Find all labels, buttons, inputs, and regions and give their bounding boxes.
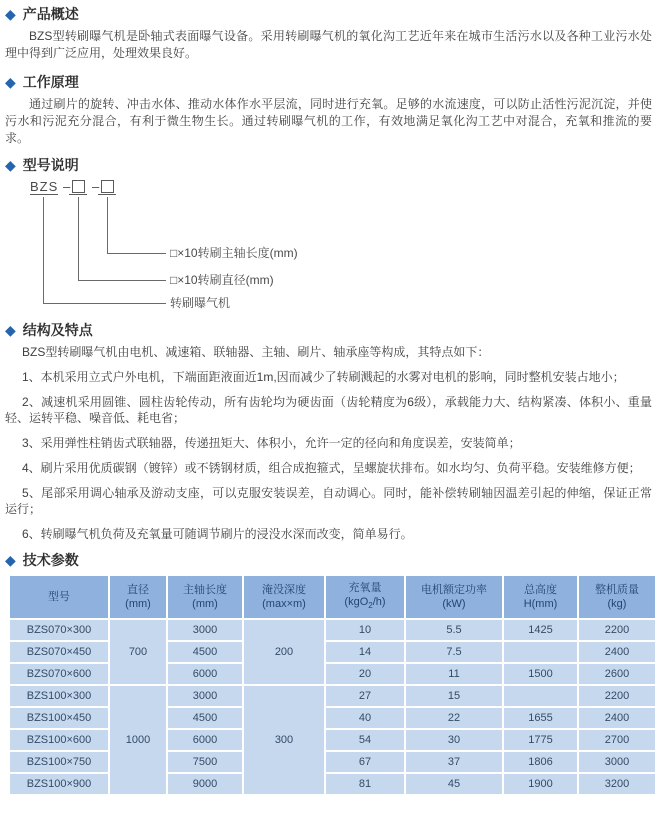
feature-item: 3、采用弹性柱销齿式联轴器，传递扭矩大、体积小，允许一定的径向和角度误差，安装简单； [22, 436, 521, 450]
column-unit [327, 595, 403, 613]
column-label: 充氧量 [348, 581, 382, 594]
cell-weight: 2400 [578, 707, 656, 729]
cell-model: BZS100×900 [9, 773, 109, 795]
section-title-text: 产品概述 [22, 5, 79, 22]
cell-height [503, 641, 578, 663]
cell-shaft-length: 4500 [167, 707, 243, 729]
section-specs [5, 551, 652, 796]
cell-power: 30 [405, 729, 503, 751]
section-title-text: 工作原理 [22, 73, 79, 90]
cell-model: BZS070×450 [9, 641, 109, 663]
cell-shaft-length: 3000 [167, 685, 243, 707]
column-label: 型号 [48, 591, 70, 603]
cell-model: BZS100×450 [9, 707, 109, 729]
column-label: 直径 [127, 584, 149, 596]
cell-shaft-length: 6000 [167, 729, 243, 751]
diamond-icon: ◆ [5, 156, 16, 173]
cell-shaft-length: 4500 [167, 641, 243, 663]
placeholder-box-icon [101, 180, 114, 193]
cell-height [503, 685, 578, 707]
table-row [9, 773, 656, 795]
section-title-model [5, 156, 652, 173]
cell-power: 22 [405, 707, 503, 729]
section-features [5, 321, 652, 542]
unit-text: (kgO [344, 595, 369, 608]
placeholder-box-icon [72, 180, 85, 193]
table-row [9, 619, 656, 641]
section-principle [5, 73, 652, 147]
cell-model: BZS100×600 [9, 729, 109, 751]
cell-model: BZS100×300 [9, 685, 109, 707]
column-label: 整机质量 [595, 584, 639, 596]
model-separator: – [92, 179, 100, 194]
cell-power: 11 [405, 663, 503, 685]
table-header-row [9, 575, 656, 619]
section-overview [5, 5, 652, 62]
cell-weight: 3200 [578, 773, 656, 795]
column-unit: (kg) [607, 598, 627, 610]
specs-table [8, 574, 657, 796]
unit-text: /h) [372, 595, 386, 608]
cell-weight: 2600 [578, 663, 656, 685]
cell-oxygen: 81 [325, 773, 405, 795]
cell-power: 37 [405, 751, 503, 773]
feature-item: 5、尾部采用调心轴承及游动支座，可以克服安装误差，自动调心。同时，能补偿转刷轴因温差引起的伸缩，保证正常运行； [5, 486, 652, 516]
model-separator: – [63, 179, 71, 194]
cell-oxygen: 27 [325, 685, 405, 707]
column-unit: (kW) [442, 598, 466, 610]
cell-height: 1775 [503, 729, 578, 751]
column-unit: (mm) [192, 598, 218, 610]
cell-model: BZS070×300 [9, 619, 109, 641]
table-row [9, 641, 656, 663]
diamond-icon: ◆ [5, 5, 16, 22]
model-placeholder-wrap [98, 179, 116, 195]
cell-depth-group: 200 [243, 619, 325, 685]
cell-shaft-length: 3000 [167, 619, 243, 641]
diamond-icon: ◆ [5, 551, 16, 568]
section-title-text: 结构及特点 [22, 321, 93, 338]
cell-weight: 2700 [578, 729, 656, 751]
column-header-model [9, 575, 109, 619]
cell-shaft-length: 7500 [167, 751, 243, 773]
connector-line-shaft [107, 197, 166, 254]
column-unit: H(mm) [523, 598, 558, 610]
model-label-diameter: □×10转刷直径(mm) [170, 273, 274, 287]
section-title-overview [5, 5, 652, 22]
cell-height: 1425 [503, 619, 578, 641]
column-header-shaft-length [167, 575, 243, 619]
column-header-power [405, 575, 503, 619]
model-label-shaft-length: □×10转刷主轴长度(mm) [170, 246, 298, 260]
feature-item: 4、刷片采用优质碳钢（镀锌）或不锈钢材质，组合成抱箍式，呈螺旋状排布。如水均匀、负荷平稳。安装维修方便； [22, 461, 641, 475]
section-title-specs [5, 551, 652, 568]
cell-weight: 2200 [578, 619, 656, 641]
model-label-machine: 转刷曝气机 [170, 296, 231, 310]
cell-oxygen: 14 [325, 641, 405, 663]
cell-oxygen: 10 [325, 619, 405, 641]
column-label: 电机额定功率 [421, 584, 487, 596]
column-header-oxygen [325, 575, 405, 619]
feature-item: 2、减速机采用圆锥、圆柱齿轮传动，所有齿轮均为硬齿面（齿轮精度为6级），承载能力大、结构紧凑、体积小、重量轻、运转平稳、噪音低、耗电省； [5, 395, 652, 425]
cell-height: 1500 [503, 663, 578, 685]
cell-shaft-length: 9000 [167, 773, 243, 795]
cell-power: 15 [405, 685, 503, 707]
cell-weight: 2400 [578, 641, 656, 663]
table-row [9, 751, 656, 773]
feature-item: 1、本机采用立式户外电机，下端面距液面近1m,因而减少了转刷溅起的水雾对电机的影响，同时整机安装占地小； [22, 370, 625, 384]
table-row [9, 685, 656, 707]
cell-oxygen: 40 [325, 707, 405, 729]
model-designation-diagram [5, 179, 652, 319]
cell-oxygen: 67 [325, 751, 405, 773]
cell-weight: 3000 [578, 751, 656, 773]
table-row [9, 707, 656, 729]
cell-height: 1655 [503, 707, 578, 729]
cell-power: 7.5 [405, 641, 503, 663]
unit-subscript: 2 [368, 601, 373, 611]
cell-model: BZS070×600 [9, 663, 109, 685]
table-row [9, 729, 656, 751]
cell-power: 5.5 [405, 619, 503, 641]
feature-item: 6、转刷曝气机负荷及充氧量可随调节刷片的浸没水深而改变，简单易行。 [22, 527, 413, 541]
section-title-text: 技术参数 [22, 551, 79, 568]
cell-model: BZS100×750 [9, 751, 109, 773]
principle-paragraph: 通过刷片的旋转、冲击水体、推动水体作水平层流，同时进行充氧。足够的水流速度，可以防止活性污泥沉淀，并使污水和污泥充分混合，有利于微生物生长。通过转刷曝气机的工作，有效地满足氧化沟工艺中对混合，充氧和推流的要求。 [5, 97, 652, 145]
cell-diameter-group: 1000 [109, 685, 167, 795]
column-header-diameter [109, 575, 167, 619]
column-header-weight [578, 575, 656, 619]
cell-weight: 2200 [578, 685, 656, 707]
model-prefix: BZS [30, 179, 59, 194]
cell-diameter-group: 700 [109, 619, 167, 685]
diamond-icon: ◆ [5, 321, 16, 338]
column-header-depth [243, 575, 325, 619]
column-label: 总高度 [524, 584, 557, 596]
column-unit: (mm) [125, 598, 151, 610]
cell-oxygen: 54 [325, 729, 405, 751]
section-title-principle [5, 73, 652, 90]
section-model-designation [5, 156, 652, 319]
cell-shaft-length: 6000 [167, 663, 243, 685]
column-header-height [503, 575, 578, 619]
cell-oxygen: 20 [325, 663, 405, 685]
cell-power: 45 [405, 773, 503, 795]
overview-paragraph: BZS型转刷曝气机是卧轴式表面曝气设备。采用转刷曝气机的氧化沟工艺近年来在城市生活污水以及各种工业污水处理中得到广泛应用，处理效果良好。 [5, 29, 652, 60]
cell-height: 1806 [503, 751, 578, 773]
diamond-icon: ◆ [5, 73, 16, 90]
section-title-text: 型号说明 [22, 156, 79, 173]
column-label: 淹没深度 [262, 584, 306, 596]
cell-depth-group: 300 [243, 685, 325, 795]
column-unit: (max×m) [262, 598, 306, 610]
cell-height: 1900 [503, 773, 578, 795]
table-row [9, 663, 656, 685]
column-label: 主轴长度 [183, 584, 227, 596]
features-intro: BZS型转刷曝气机由电机、减速箱、联轴器、主轴、刷片、轴承座等构成，其特点如下： [22, 345, 490, 359]
model-placeholder-wrap [69, 179, 87, 195]
section-title-features [5, 321, 652, 338]
